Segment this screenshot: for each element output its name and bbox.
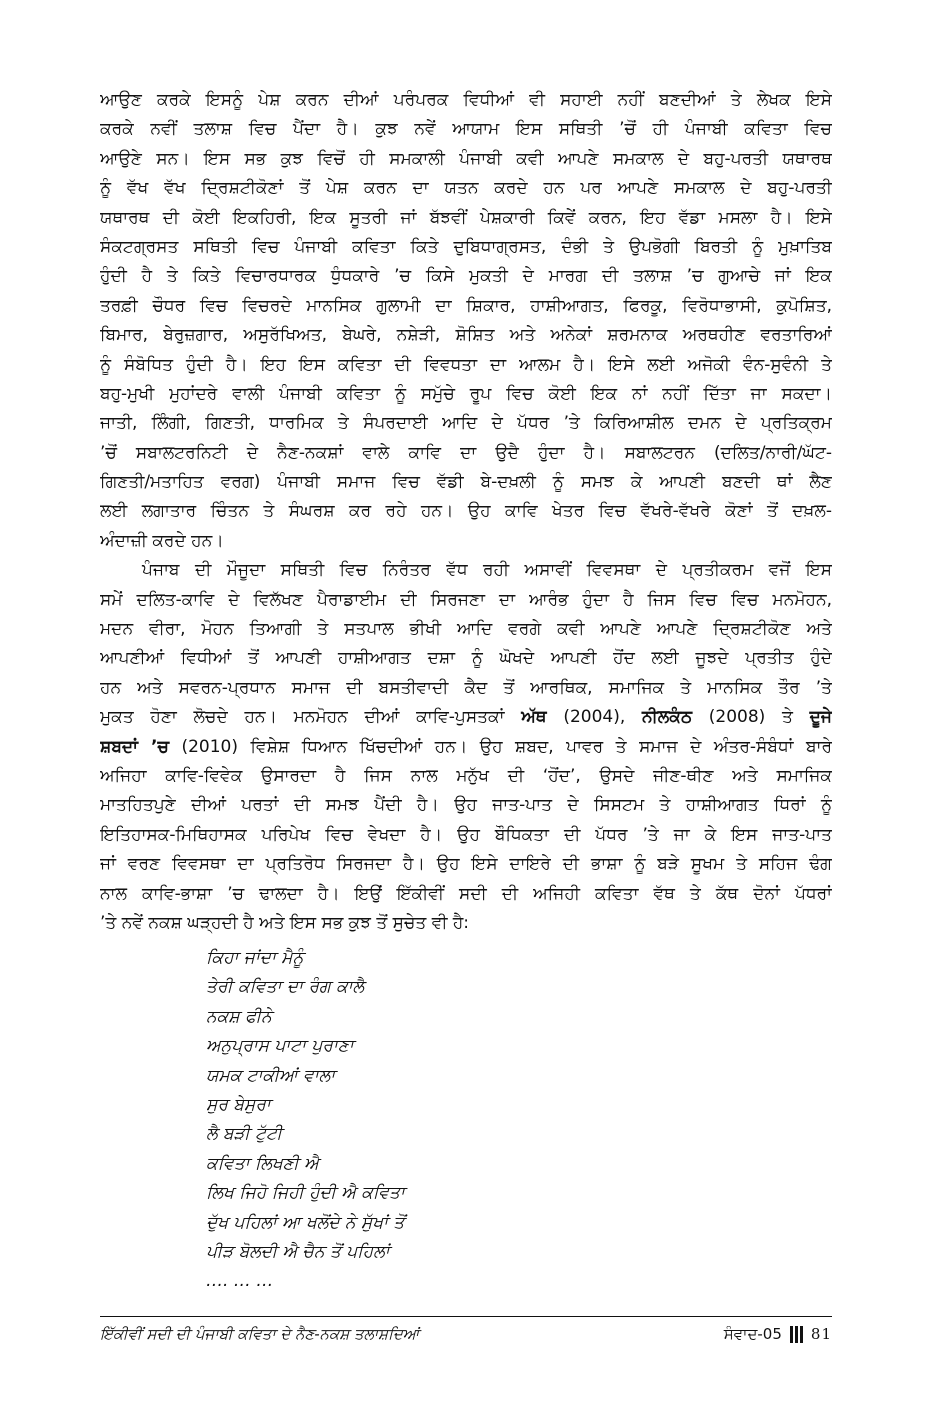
body-line: ਬਹੁ-ਮੁਖੀ ਮੁਹਾਂਦਰੇ ਵਾਲੀ ਪੰਜਾਬੀ ਕਵਿਤਾ ਨੂੰ ਸਮੁੱਚੇ ਰੂਪ ਵਿਚ ਕੋਈ ਇਕ ਨਾਂ ਨਹੀਂ ਦਿੱਤਾ ਜਾ ਸਕਦਾ।	[100, 383, 832, 404]
body-text	[100, 86, 832, 938]
paragraph-start-line: ਪੰਜਾਬ ਦੀ ਮੌਜੂਦਾ ਸਥਿਤੀ ਵਿਚ ਨਿਰੰਤਰ ਵੱਧ ਰਹੀ ਅਸਾਵੀਂ ਵਿਵਸਥਾ ਦੇ ਪ੍ਰਤੀਕਰਮ ਵਜੋਂ ਇਸ	[142, 560, 832, 581]
book-title-2: ਨੀਲਕੰਠ	[642, 707, 693, 728]
poem-line: ਨਕਸ਼ ਫੀਨੇ	[206, 1006, 272, 1027]
body-line: ’ਚੋਂ ਸਬਾਲਟਰਨਿਟੀ ਦੇ ਨੈਣ-ਨਕਸ਼ਾਂ ਵਾਲੇ ਕਾਵਿ ਦਾ ਉਦੈ ਹੁੰਦਾ ਹੈ। ਸਬਾਲਟਰਨ (ਦਲਿਤ/ਨਾਰੀ/ਘੱਟ-	[100, 442, 832, 463]
text-span: (2004),	[546, 707, 643, 728]
body-line: ਆਉਣੇ ਸਨ। ਇਸ ਸਭ ਕੁਝ ਵਿਚੋਂ ਹੀ ਸਮਕਾਲੀ ਪੰਜਾਬੀ ਕਵੀ ਆਪਣੇ ਸਮਕਾਲ ਦੇ ਬਹੁ-ਪਰਤੀ ਯਥਾਰਥ	[100, 148, 832, 169]
poem-line: ਲੈ ਬੜੀ ਟੁੱਟੀ	[206, 1124, 283, 1145]
body-line: ਇਤਿਹਾਸਕ-ਮਿਥਿਹਾਸਕ ਪਰਿਪੇਖ ਵਿਚ ਵੇਖਦਾ ਹੈ। ਉਹ ਬੌਧਿਕਤਾ ਦੀ ਪੱਧਰ ’ਤੇ ਜਾ ਕੇ ਇਸ ਜਾਤ-ਪਾਤ	[100, 824, 832, 845]
poem-line: ਯਮਕ ਟਾਕੀਆਂ ਵਾਲਾ	[206, 1065, 335, 1086]
body-line: ਲਈ ਲਗਾਤਾਰ ਚਿੰਤਨ ਤੇ ਸੰਘਰਸ਼ ਕਰ ਰਹੇ ਹਨ। ਉਹ ਕਾਵਿ ਖੇਤਰ ਵਿਚ ਵੱਖਰੇ-ਵੱਖਰੇ ਕੋਣਾਂ ਤੋਂ ਦਖ਼ਲ-	[100, 501, 832, 522]
body-line: ਨਾਲ ਕਾਵਿ-ਭਾਸ਼ਾ ’ਚ ਢਾਲਦਾ ਹੈ। ਇਉਂ ਇੱਕੀਵੀਂ ਸਦੀ ਦੀ ਅਜਿਹੀ ਕਵਿਤਾ ਵੱਥ ਤੇ ਕੱਥ ਦੋਨਾਂ ਪੱਧਰਾਂ	[100, 883, 832, 904]
poem-line: ਸੁਰ ਬੇਸੁਰਾ	[206, 1094, 271, 1115]
body-line: ਹਨ ਅਤੇ ਸਵਰਨ-ਪ੍ਰਧਾਨ ਸਮਾਜ ਦੀ ਬਸਤੀਵਾਦੀ ਕੈਦ ਤੋਂ ਆਰਥਿਕ, ਸਮਾਜਿਕ ਤੇ ਮਾਨਸਿਕ ਤੌਰ ’ਤੇ	[100, 677, 832, 698]
poem-line: ਅਨੁਪ੍ਰਾਸ ਪਾਟਾ ਪੁਰਾਣਾ	[206, 1036, 354, 1057]
footer-rule	[100, 1316, 832, 1317]
page-number: 81	[810, 1325, 832, 1343]
poem-quote	[206, 944, 706, 1297]
body-line: ਤਰਫ਼ੀ ਚੌਧਰ ਵਿਚ ਵਿਚਰਦੇ ਮਾਨਸਿਕ ਗੁਲਾਮੀ ਦਾ ਸ਼ਿਕਾਰ, ਹਾਸ਼ੀਆਗਤ, ਫਿਰਕੂ, ਵਿਰੋਧਾਭਾਸੀ, ਕੁਪੋਸ਼ਿਤ,	[100, 295, 832, 316]
book-title-3-part1: ਦੂਜੇ	[809, 707, 832, 728]
book-title-3-part2: ਸ਼ਬਦਾਂ ’ਚ	[100, 736, 169, 757]
poem-line: ਕਵਿਤਾ ਲਿਖਣੀ ਐ	[206, 1153, 319, 1174]
book-title-1: ਅੱਥ	[521, 707, 547, 728]
body-line: ਆਪਣੀਆਂ ਵਿਧੀਆਂ ਤੋਂ ਆਪਣੀ ਹਾਸ਼ੀਆਗਤ ਦਸ਼ਾ ਨੂੰ ਘੋਖਦੇ ਆਪਣੀ ਹੋਂਦ ਲਈ ਜੂਝਦੇ ਪ੍ਰਤੀਤ ਹੁੰਦੇ	[100, 648, 832, 669]
poem-line: ਕਿਹਾ ਜਾਂਦਾ ਮੈਨੂੰ	[206, 948, 304, 968]
poem-ellipsis: …. … …	[206, 1271, 274, 1292]
poem-line: ਤੇਰੀ ਕਵਿਤਾ ਦਾ ਰੰਗ ਕਾਲੈ	[206, 977, 365, 998]
running-title: ਇੱਕੀਵੀਂ ਸਦੀ ਦੀ ਪੰਜਾਬੀ ਕਵਿਤਾ ਦੇ ਨੈਣ-ਨਕਸ਼ ਤਲਾਸ਼ਦਿਆਂ	[100, 1325, 420, 1343]
poem-line: ਪੀੜ ਬੋਲਦੀ ਐ ਚੈਨ ਤੋਂ ਪਹਿਲਾਂ	[206, 1241, 390, 1262]
paragraph-end-line: ਅੰਦਾਜ਼ੀ ਕਰਦੇ ਹਨ।	[100, 530, 224, 551]
footer-page-info	[724, 1322, 832, 1346]
body-line: ਯਥਾਰਥ ਦੀ ਕੋਈ ਇਕਹਿਰੀ, ਇਕ ਸੂਤਰੀ ਜਾਂ ਬੱਝਵੀਂ ਪੇਸ਼ਕਾਰੀ ਕਿਵੇਂ ਕਰਨ, ਇਹ ਵੱਡਾ ਮਸਲਾ ਹੈ। ਇਸੇ	[100, 207, 832, 228]
poem-line: ਲਿਖ ਜਿਹੋ ਜਿਹੀ ਹੁੰਦੀ ਐ ਕਵਿਤਾ	[206, 1183, 405, 1204]
body-line: ਅਜਿਹਾ ਕਾਵਿ-ਵਿਵੇਕ ਉਸਾਰਦਾ ਹੈ ਜਿਸ ਨਾਲ ਮਨੁੱਖ ਦੀ ‘ਹੋਂਦ’, ਉਸਦੇ ਜੀਣ-ਥੀਣ ਅਤੇ ਸਮਾਜਿਕ	[100, 765, 832, 786]
paragraph-end-line: ’ਤੇ ਨਵੇਂ ਨਕਸ਼ ਘੜ੍ਹਦੀ ਹੈ ਅਤੇ ਇਸ ਸਭ ਕੁਝ ਤੋਂ ਸੁਚੇਤ ਵੀ ਹੈ:	[100, 912, 470, 933]
vertical-bars-icon	[790, 1326, 803, 1343]
text-span: ਮੁਕਤ ਹੋਣਾ ਲੋਚਦੇ ਹਨ। ਮਨਮੋਹਨ ਦੀਆਂ ਕਾਵਿ-ਪੁਸਤਕਾਂ	[100, 707, 522, 728]
journal-name: ਸੰਵਾਦ-05	[723, 1325, 782, 1343]
body-line: ਮਦਨ ਵੀਰਾ, ਮੋਹਨ ਤਿਆਗੀ ਤੇ ਸਤਪਾਲ ਭੀਖੀ ਆਦਿ ਵਰਗੇ ਕਵੀ ਆਪਣੇ ਆਪਣੇ ਦ੍ਰਿਸ਼ਟੀਕੋਣ ਅਤੇ	[100, 619, 832, 640]
body-line: ਜਾਤੀ, ਲਿੰਗੀ, ਗਿਣਤੀ, ਧਾਰਮਿਕ ਤੇ ਸੰਪਰਦਾਈ ਆਦਿ ਦੇ ਪੱਧਰ ’ਤੇ ਕਿਰਿਆਸ਼ੀਲ ਦਮਨ ਦੇ ਪ੍ਰਤਿਕ੍ਰਮ	[100, 413, 832, 434]
body-line: ਕਰਕੇ ਨਵੀਂ ਤਲਾਸ਼ ਵਿਚ ਪੈਂਦਾ ਹੈ। ਕੁਝ ਨਵੇਂ ਆਯਾਮ ਇਸ ਸਥਿਤੀ ’ਚੋਂ ਹੀ ਪੰਜਾਬੀ ਕਵਿਤਾ ਵਿਚ	[100, 119, 832, 140]
body-line: ਆਉਣ ਕਰਕੇ ਇਸਨੂੰ ਪੇਸ਼ ਕਰਨ ਦੀਆਂ ਪਰੰਪਰਕ ਵਿਧੀਆਂ ਵੀ ਸਹਾਈ ਨਹੀਂ ਬਣਦੀਆਂ ਤੇ ਲੇਖਕ ਇਸੇ	[100, 90, 832, 110]
body-line-with-book-titles	[100, 703, 832, 732]
body-line: ਹੁੰਦੀ ਹੈ ਤੇ ਕਿਤੇ ਵਿਚਾਰਧਾਰਕ ਧੁੰਧਕਾਰੇ ’ਚ ਕਿਸੇ ਮੁਕਤੀ ਦੇ ਮਾਰਗ ਦੀ ਤਲਾਸ਼ ’ਚ ਗੁਆਚੇ ਜਾਂ ਇਕ	[100, 266, 832, 287]
poem-line: ਦੁੱਖ ਪਹਿਲਾਂ ਆ ਖਲੋਂਦੇ ਨੇ ਸੁੱਖਾਂ ਤੋਂ	[206, 1212, 405, 1233]
text-span: (2008) ਤੇ	[692, 707, 810, 728]
body-line: ਗਿਣਤੀ/ਮਤਾਹਿਤ ਵਰਗ) ਪੰਜਾਬੀ ਸਮਾਜ ਵਿਚ ਵੱਡੀ ਬੇ-ਦਖ਼ਲੀ ਨੂੰ ਸਮਝ ਕੇ ਆਪਣੀ ਬਣਦੀ ਥਾਂ ਲੈਣ	[100, 472, 832, 493]
body-line: ਸੰਕਟਗ੍ਰਸਤ ਸਥਿਤੀ ਵਿਚ ਪੰਜਾਬੀ ਕਵਿਤਾ ਕਿਤੇ ਦੁਬਿਧਾਗ੍ਰਸਤ, ਦੰਭੀ ਤੇ ਉਪਭੋਗੀ ਬਿਰਤੀ ਨੂੰ ਮੁਖ਼ਾਤਿਬ	[100, 236, 832, 257]
body-line: ਜਾਂ ਵਰਣ ਵਿਵਸਥਾ ਦਾ ਪ੍ਰਤਿਰੋਧ ਸਿਰਜਦਾ ਹੈ। ਉਹ ਇਸੇ ਦਾਇਰੇ ਦੀ ਭਾਸ਼ਾ ਨੂੰ ਬੜੇ ਸੂਖਮ ਤੇ ਸਹਿਜ ਢੰਗ	[100, 854, 832, 875]
body-line: ਮਾਤਹਿਤਪੁਣੇ ਦੀਆਂ ਪਰਤਾਂ ਦੀ ਸਮਝ ਪੈਂਦੀ ਹੈ। ਉਹ ਜਾਤ-ਪਾਤ ਦੇ ਸਿਸਟਮ ਤੇ ਹਾਸ਼ੀਆਗਤ ਧਿਰਾਂ ਨੂੰ	[100, 795, 832, 816]
body-line: ਨੂੰ ਵੱਖ ਵੱਖ ਦ੍ਰਿਸ਼ਟੀਕੋਣਾਂ ਤੋਂ ਪੇਸ਼ ਕਰਨ ਦਾ ਯਤਨ ਕਰਦੇ ਹਨ ਪਰ ਆਪਣੇ ਸਮਕਾਲ ਦੇ ਬਹੁ-ਪਰਤੀ	[100, 178, 832, 199]
body-line: ਸਮੇਂ ਦਲਿਤ-ਕਾਵਿ ਦੇ ਵਿਲੱਖਣ ਪੈਰਾਡਾਈਮ ਦੀ ਸਿਰਜਣਾ ਦਾ ਆਰੰਭ ਹੁੰਦਾ ਹੈ ਜਿਸ ਵਿਚ ਵਿਚ ਮਨਮੋਹਨ,	[100, 589, 832, 610]
body-line: ਬਿਮਾਰ, ਬੇਰੁਜ਼ਗਾਰ, ਅਸੁਰੱਖਿਅਤ, ਬੇਘਰੇ, ਨਸ਼ੇੜੀ, ਸ਼ੋਸ਼ਿਤ ਅਤੇ ਅਨੇਕਾਂ ਸ਼ਰਮਨਾਕ ਅਰਥਹੀਣ ਵਰਤਾਰਿਆਂ	[100, 325, 832, 346]
text-span: (2010) ਵਿਸ਼ੇਸ਼ ਧਿਆਨ ਖਿੱਚਦੀਆਂ ਹਨ। ਉਹ ਸ਼ਬਦ, ਪਾਵਰ ਤੇ ਸਮਾਜ ਦੇ ਅੰਤਰ-ਸੰਬੰਧਾਂ ਬਾਰੇ	[168, 736, 832, 757]
body-line-with-book-title	[100, 733, 832, 762]
body-line: ਨੂੰ ਸੰਬੋਧਿਤ ਹੁੰਦੀ ਹੈ। ਇਹ ਇਸ ਕਵਿਤਾ ਦੀ ਵਿਵਧਤਾ ਦਾ ਆਲਮ ਹੈ। ਇਸੇ ਲਈ ਅਜੋਕੀ ਵੰਨ-ਸੁਵੰਨੀ ਤੇ	[100, 354, 832, 375]
